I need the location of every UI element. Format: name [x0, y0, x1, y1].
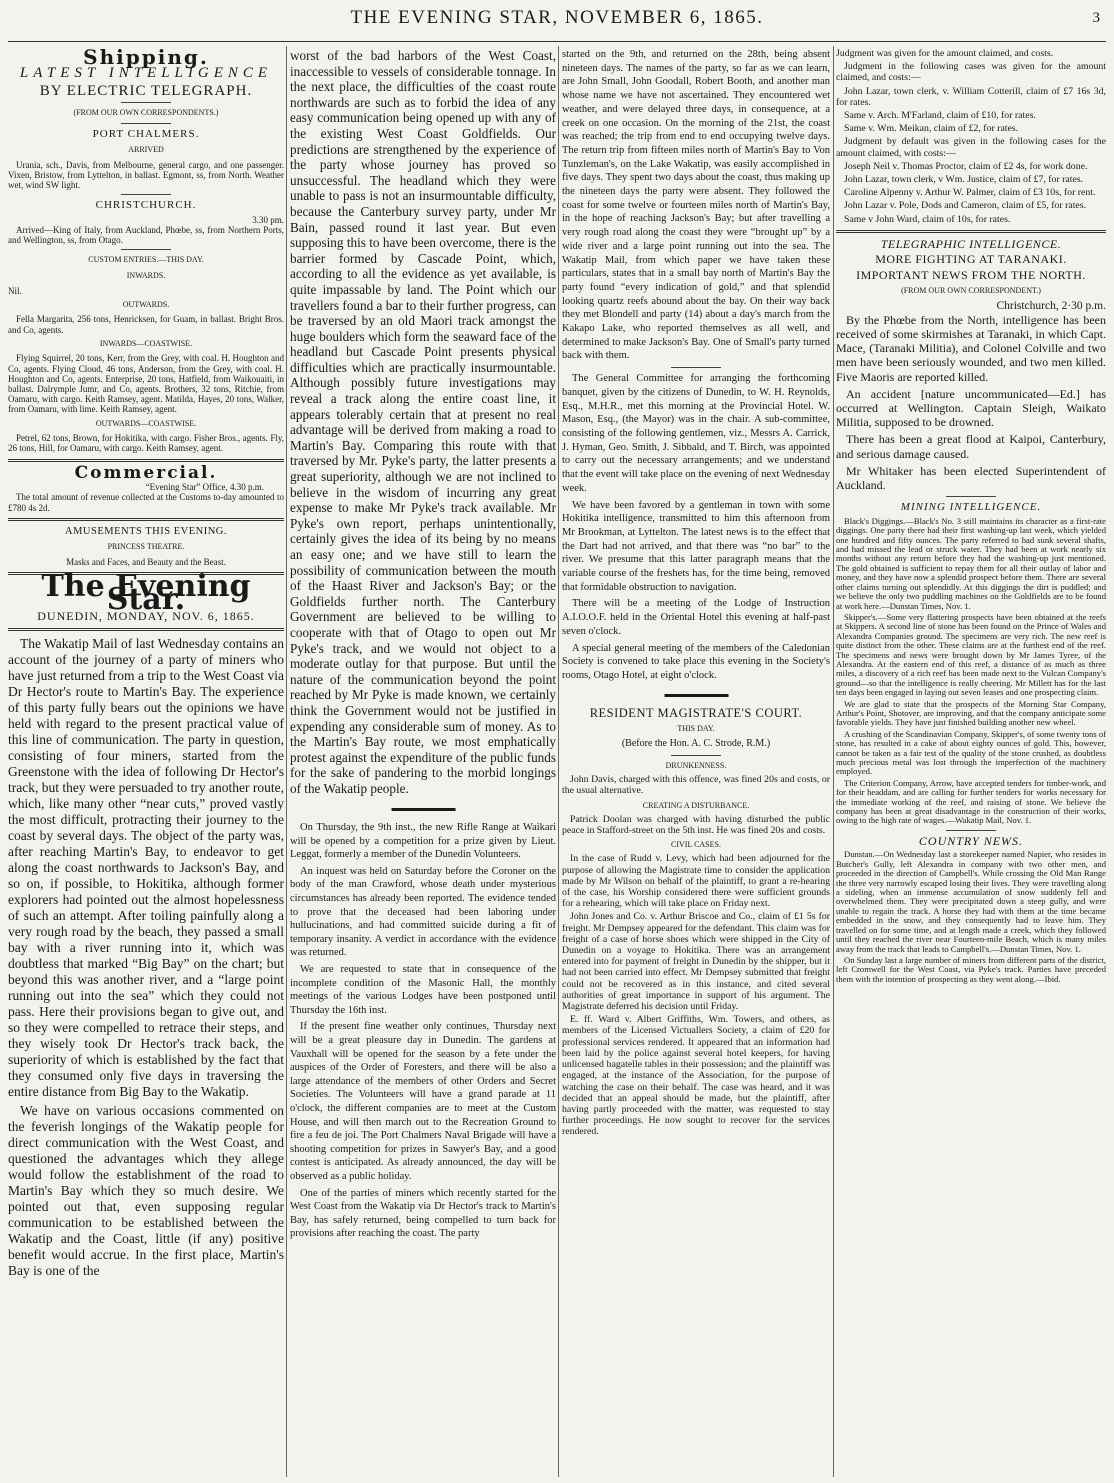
- outwards-coastwise-text: [8, 433, 284, 453]
- column-2: [290, 48, 556, 1475]
- local-news: [290, 821, 556, 1241]
- paragraph: Skipper's.—Some very flattering prospects have been obtained at the reefs at Skippers. A second line of stone has been found on the Prince of Wales and Alexandra Companies ground. The specimens are very rich. The new reef is quite distinct from the other. These claims are at the furthest end of the reef. The specimens and news were brought down by Mr James Tyree, of the Alexandra. At the eastern end of this reef, a distance of as much as three miles, a discovery of a rich reef has been made next to the Vulcan Company's ground—so that the intelligence is really cheering. Mr Millett has for the last ten days been engaged in laying out seven leases and one prospecting claim.: [836, 611, 1106, 698]
- paragraph: On Sunday last a large number of miners from different parts of the district, left Cromwell for the West Coast, via Pyke's track. Parties have preceded them with the intention of prospecting as they went along.—Ibid.: [836, 954, 1106, 984]
- column-rule: [558, 46, 559, 1477]
- telegraphic-news: [836, 313, 1106, 492]
- paragraph: worst of the bad harbors of the West Coast, inaccessible to vessels of considerable tonnage. In the next place, the difficulties of the coast route northwards are such as to forbid the idea of any easy communication being opened up with any of the existing West Coast Goldfields. Our predictions are strengthened by the experience of the party whose journey has proved so unsuccessful. The headland which they were unable to pass is not an insurmountable difficulty, because the Canterbury survey party, under Mr Bain, passed round it last year. But even supposing this to have been overcome, there is the barrier formed by Cascade Point, which, according to all the evidence as yet available, is quite impassable by land. The Point which our travellers found a bar to their further progress, can be traversed by an old Maori track amongst the huge boulders which form the seaward face of the headland but Cascade Point presents physical difficulties which are practically insurmountable. Although possibly future investigations may reveal a track along the entire coast line, it appears tolerably certain that at present no real advantage will be derived from making a road to Martin's Bay. Comparing this route with that traversed by Mr. Pyke's party, the latter presents a great superiority, although we are not inclined to believe in the wisdom of incurring any great expense to make Mr Pyke's track available. Mr Pyke's own report, perhaps unintentionally, certainly gives the idea of its being by no means an easy one; and we have still to learn the possibility of communication between the mouth of the Haast River and Jackson's Bay; or the Goldfields further north. The Canterbury Government are believed to be willing to cooperate with that of Otago to open out Mr Pyke's track, and we would not object to a moderate outlay for that purpose. But until the nature of the communication beyond the point reached by Mr Pyke is made known, we certainly think the Government would not be justified in expending any considerable sum of money. As to the Martin's Bay route, we most emphatically protest against the expenditure of the public funds for the sake of pandering to the morbid longings of the Wakatip people.: [290, 48, 556, 796]
- paragraph: Petrel, 62 tons, Brown, for Hokitika, with cargo. Fisher Bros., agents. Fly, 26 tons, Hill, for Oamaru, with cargo. Keith Ramsey, agent.: [8, 433, 284, 454]
- north-news-heading: IMPORTANT NEWS FROM THE NORTH.: [856, 268, 1086, 283]
- drunkenness-heading: DRUNKENNESS.: [665, 761, 727, 771]
- mining-news: [836, 517, 1106, 826]
- ornament-rule: ▬▬▬▬▬▬▬: [664, 688, 728, 700]
- disturbance-heading: CREATING A DISTURBANCE.: [642, 800, 750, 810]
- court-before: (Before the Hon. A. C. Strode, R.M.): [621, 738, 771, 750]
- paragraph: One of the parties of miners which recently started for the West Coast from the Wakatip via Dr Hector's track to Martin's Bay, has safely returned, being compelled to turn back for provisions after reaching the coast. The party: [290, 1187, 556, 1240]
- inwards-coastwise-label: INWARDS—COASTWISE.: [99, 338, 193, 348]
- column-3: [562, 48, 830, 1475]
- paragraph: Judgment was given for the amount claimed, and costs.: [836, 48, 1054, 59]
- paragraph: There will be a meeting of the Lodge of Instruction A.I.O.O.F. held in the Oriental Hotel this evening at half-past seven o'clock.: [562, 598, 830, 637]
- paragraph: John Lazar, town clerk, v. William Cotterill, claim of £7 16s 3d, for rates.: [836, 85, 1106, 108]
- newspaper-title: THE EVENING STAR, NOVEMBER 6, 1865.: [350, 7, 764, 28]
- court-reports: [562, 760, 830, 1138]
- separator: [121, 194, 171, 195]
- paragraph: Arrived—King of Italy, from Auckland, Phœbe, ss, from Northern Ports, and Wellington, ss, from Otago.: [8, 224, 284, 246]
- correspondent-note: (FROM OUR OWN CORRESPONDENT.): [901, 285, 1041, 295]
- country-news-heading: COUNTRY NEWS.: [918, 833, 1024, 848]
- christchurch-time: 3.30 pm.: [252, 214, 284, 225]
- column-rule: [286, 46, 287, 1477]
- electric-telegraph-heading: BY ELECTRIC TELEGRAPH.: [39, 83, 253, 100]
- this-day-label: THIS DAY.: [677, 723, 715, 733]
- separator: [121, 102, 171, 103]
- commercial-heading: Commercial.: [74, 462, 218, 483]
- correspondents-note: (FROM OUR OWN CORRESPONDENTS.): [73, 107, 219, 117]
- separator: [671, 367, 721, 368]
- paragraph: Black's Diggings.—Black's No. 3 still maintains its character as a first-rate diggings. One party there had their first washing-up last week, which yielded one hundred and fifty ounces. The party referred to had sunk several shafts, and had missed the lead or struck water. They had been at work nearly six months without any return before they had the washing-up just mentioned. The gold obtained is sufficient to repay them for all their outlay of labor and money, and they have now a splendid prospect before them. There are several other claims turning out splendidly. At this diggings the dirt is puddled; and we believe the only two puddling machines on the Goldfields are to be found at work here.—Dunstan Times, Nov. 1.: [836, 515, 1106, 611]
- paragraph: started on the 9th, and returned on the 28th, being absent nineteen days. The names of the party, so far as we can learn, are John Small, John Goodall, Robert Booth, and another man whose name we have not ascertained. They encountered wet weather, and were delayed three days, in consequence, at a creek on one occasion. On the morning of the 21st, the coast was reached; the trip from end to end occupying twelve days. The return trip from fifteen miles north of Martin's Bay to Von Tunzleman's, on the Lake Wakatip, was easily accomplished in five days. They spent two days about the coast, thus making up the nineteen days the party were absent. They followed the coast for some twelve or fourteen miles north of Martin's Bay, in the hope of reaching Jackson's Bay; but after travelling a very rough road along the coast they were “brought up” by a wide river and a large point running out into the sea. The Wakatip Mail, from which paper we have taken these particulars, states that in a small bay north of Martin's Bay the party found “every indication of gold,” and that splendid looking quartz reefs abound about the bay. On their way back they met Blondell and party (14) about a day's march from the Kakapo Lake, who reported themselves as all well, and determined to make Jackson's Bay. One of Small's party turned back with them.: [562, 49, 830, 362]
- paragraph: We are glad to state that the prospects of the Morning Star Company, Arthur's Point, Shotover, are improving, and that the company anticipate some favorable yields. They have just finished building another new wheel.: [836, 698, 1106, 728]
- column-1: [8, 48, 284, 1475]
- double-rule: [8, 459, 284, 462]
- paragraph: Judgment by default was given in the following cases for the amount claimed, with costs:—: [836, 136, 1106, 159]
- paragraph: The Wakatip Mail of last Wednesday contains an account of the journey of a party of miners who have just returned from a trip to the West Coast via Dr Hector's route to Martin's Bay. The experience of this party fully bears out the opinions we have held with regard to the present practical value of this line of communication. The party in question, consisting of four miners, started from the Greenstone with the idea of following Dr Hector's track, but they were persuaded to try another route, which, like many other “near cuts,” proved vastly the most difficult, protracting their journey to the coast by several days. The object of the party was, after reaching Martin's Bay, to endeavor to get along the coast northwards to Jackson's Bay, and so on, if possible, to Hokitika, although former explorers had pointed out the almost hopelessness of such an attempt. After toiling painfully along a very rough road by the beach, they passed a small bay with a river running into it, which was doubtless that marked “Big Bay” on the chart; but beyond this was another river, and a “large point running out into the sea” which they could not pass. Here their provisions began to give out, and so they were compelled to retrace their steps, and they wisely took Dr Hector's track back, the superiority of which is established by the fact that they consumed only five days in traversing the entire distance from Big Bay to the Wakatip.: [8, 635, 284, 1099]
- paragraph: Dunstan.—On Wednesday last a storekeeper named Napier, who resides in Butcher's Gully, left Alexandra in company with two other men, and proceeded in the direction of Campbell's. While crossing the Old Man Range the three very narrowly escaped losing their lives. They were travelling along a sideling, when an immense accumulation of snow suddenly fell and overwhelmed them. They were precipitated down a steep gully, and were unable to regain the track. A horse they had with them at the time became embedded in the snow, and they consequently had to leave him. They travelled on for some time, and at length made a creek, which they followed until they reached the river near Fourteen-mile Beach, which is many miles away from the track that leads to Campbell's.—Dunstan Times, Nov. 1.: [836, 849, 1106, 954]
- mining-heading: MINING INTELLIGENCE.: [900, 501, 1042, 514]
- arrived-label: ARRIVED: [128, 144, 164, 154]
- column-rule: [833, 46, 834, 1477]
- paragraph: We have been favored by a gentleman in town with some Hokitika intelligence, transmitted to him this afternoon from Mr Brookman, at Lyttelton. The latest news is to the effect that the Dart had not arrived, and that there was “no bar” to the river. We presume that this latter paragraph means that the variable course of the freshets has, for the time being, removed that formidable obstruction to navigation.: [562, 499, 830, 593]
- evening-star-title: The Evening Star.: [41, 569, 251, 617]
- separator: [946, 496, 996, 497]
- nil-text: Nil.: [8, 285, 22, 296]
- shipping-heading: Shipping.: [83, 48, 209, 69]
- latest-intelligence-heading: LATEST INTELLIGENCE: [19, 64, 273, 81]
- paragraph: We have on various occasions commented on the feverish longings of the Wakatip people for direct communication with the West Coast, and questioned the advantages which they allege would follow the establishment of the road to Martin's Bay which they so much desire. We pointed out that, even supposing regular communication to be established between the Wakatip and the Coast, little (if any) positive benefit would accrue. In the first place, Martin's Bay is one of the: [8, 1102, 284, 1278]
- paragraph: John Lazar, town clerk, v Wm. Justice, claim of £7, for rates.: [844, 174, 1084, 186]
- inwards-label: INWARDS.: [126, 270, 166, 280]
- paragraph: Same v. Wm. Meikan, claim of £2, for rates.: [844, 123, 1019, 135]
- paragraph: Patrick Doolan was charged with having disturbed the public peace in Stafford-street on the 5th inst. He was fined 20s and costs.: [562, 813, 830, 837]
- separator: [671, 755, 721, 756]
- christchurch-text: [8, 225, 284, 245]
- paragraph: Same v. Arch. M'Farland, claim of £10, for rates.: [844, 110, 1036, 122]
- taranaki-heading: MORE FIGHTING AT TARANAKI.: [875, 252, 1067, 267]
- editorial: [8, 636, 284, 1279]
- column-4: [836, 48, 1106, 1475]
- paragraph: A crushing of the Scandinavian Company, Skipper's, of some twenty tons of stone, has resulted in a cake of about eighty ounces of gold. This, however, cannot be taken as a fair test of the quality of the stone crushed, as doubtless much precious metal was lost through the imperfection of the machinery employed.: [836, 728, 1106, 777]
- editorial-continued: [290, 48, 556, 797]
- paragraph: We are requested to state that in consequence of the incomplete condition of the Masonic Hall, the monthly meetings of the various Lodges have been postponed until Thursday the 16th inst.: [290, 964, 556, 1016]
- inwards-coastwise-text: [8, 353, 284, 414]
- amusements-heading: AMUSEMENTS THIS EVENING.: [64, 525, 227, 537]
- paragraph: By the Phœbe from the North, intelligence has been received of some skirmishes at Taranaki, in which Capt. Mace, (Taranaki Militia), and Colonel Colville and two men have been seriously wounded, and two men killed. Five Maoris are reported killed.: [836, 312, 1106, 384]
- theatre-program: Masks and Faces, and Beauty and the Beast.: [66, 556, 226, 567]
- paragraph: Judgment in the following cases was given for the amount claimed, and costs:—: [836, 61, 1106, 84]
- outwards-coastwise-label: OUTWARDS—COASTWISE.: [95, 418, 197, 428]
- separator: [946, 830, 996, 831]
- separator: [121, 249, 171, 250]
- port-chalmers-text: [8, 160, 284, 191]
- paragraph: Fella Margarita, 256 tons, Henricksen, for Guam, in ballast. Bright Bros. and Co, agents.: [8, 314, 284, 335]
- dateline: DUNEDIN, MONDAY, NOV. 6, 1865.: [37, 609, 255, 624]
- ornament-rule: ▬▬▬▬▬▬▬: [391, 802, 455, 814]
- paragraph: John Jones and Co. v. Arthur Briscoe and Co., claim of £1 5s for freight. Mr Dempsey appeared for the defendant. This claim was for freight of a case of horse shoes which were shipped in the City of Dunedin on a voyage to Hokitika. There was an arrangement entered into for payment of freight in Dunedin by the shipper, but it had not been carried into effect. Mr Dempsey submitted that freight could not be recovered as in this instance, and cited several authorities of great importance in support of his argument. The Magistrate deferred his decision until Friday.: [562, 911, 830, 1013]
- paragraph: Flying Squirrel, 20 tons, Kerr, from the Grey, with coal. H. Houghton and Co, agents. Flying Cloud, 46 tons, Anderson, from the Grey, with coal. H. Houghton and Co, agents. Enterprise, 20 tons, Hatfield, from Waikouaiti, in ballast. Dalrymple Jumr, and Co, agents. Brothers, 32 tons, Ritchie, from Oamaru, with cargo. Keith Ramsey, agent. Matilda, Hayes, 20 tons, Walker, from Oamaru, with lime. Keith Ramsey, agent.: [8, 353, 284, 415]
- paragraph: In the case of Rudd v. Levy, which had been adjourned for the purpose of allowing the Magistrate time to consider the application made by Mr Wilson on behalf of the plaintiff, to grant a re-hearing of the case, his Worship considered there were sufficient grounds for a rehearing, which will take place on Friday next.: [562, 853, 830, 910]
- commercial-text: [8, 492, 284, 512]
- paragraph: The Criterion Company, Arrow, have accepted tenders for timber-work, and for their headdam, and are calling for further tenders for works necessary for the immediate working of the reef, and raising of stone. We believe the company has been at great disadvantage in the construction of their works, owing to the high rate of wages.—Wakatip Mail, Nov. 1.: [836, 777, 1106, 826]
- port-chalmers-heading: PORT CHALMERS.: [92, 128, 200, 141]
- masthead-rule: [8, 41, 1106, 42]
- custom-entries-heading: CUSTOM ENTRIES.—THIS DAY.: [88, 255, 204, 265]
- christchurch-heading: CHRISTCHURCH.: [95, 199, 197, 212]
- theatre-name: PRINCESS THEATRE.: [107, 542, 185, 552]
- civil-cases-heading: CIVIL CASES.: [671, 840, 721, 850]
- paragraph: Mr Whitaker has been elected Superintendent of Auckland.: [836, 463, 1106, 493]
- paragraph: John Davis, charged with this offence, was fined 20s and costs, or the usual alternative.: [562, 774, 830, 797]
- commercial-office-time: “Evening Star” Office, 4.30 p.m.: [145, 482, 264, 493]
- paragraph: Same v John Ward, claim of 10s, for rates.: [844, 213, 1011, 225]
- paragraph: There has been a great flood at Kaipoi, Canterbury, and serious damage caused.: [836, 432, 1106, 461]
- local-news: [562, 48, 830, 683]
- paragraph: Caroline Alpenny v. Arthur W. Palmer, claim of £3 10s, for rent.: [844, 187, 1096, 199]
- paragraph: An inquest was held on Saturday before the Coroner on the body of the man Crawford, whose death under mysterious circumstances has already been reported. The evidence tended to prove that the deceased had been laboring under hullucinations, and had committed suicide during a fit of temporary insanity. A verdict in accordance with the evidence was returned.: [290, 865, 556, 959]
- paragraph: The total amount of revenue collected at the Customs to-day amounted to £780 4s 2d.: [8, 492, 284, 513]
- paragraph: An accident [nature uncommunicated—Ed.] has occurred at Wellington. Captain Sleigh, Waikato Militia, supposed to be drowned.: [836, 386, 1106, 430]
- telegraphic-heading: TELEGRAPHIC INTELLIGENCE.: [880, 236, 1062, 251]
- court-heading: RESIDENT MAGISTRATE'S COURT.: [589, 706, 803, 721]
- double-rule: [8, 628, 284, 631]
- paragraph: Joseph Neil v. Thomas Proctor, claim of £2 4s, for work done.: [844, 160, 1088, 172]
- paragraph: If the present fine weather only continues, Thursday next will be a great pleasure day in Dunedin. The gardens at Vauxhall will be opened for the season by a fete under the auspices of the Order of Foresters, and there will be also a large attendance of the members of other Orders and Secret Societies. The Volunteers will have a grand parade at 11 o'clock, the different companies are to meet at the Custom House, and will then march out to the Recreation Ground to fire a feu de joi. The Port Chalmers Naval Brigade will have a shooting competition for prizes in Sawyer's Bay, and a good contest is anticipated. As already announced, the day will be observed as a public holiday.: [290, 1021, 556, 1182]
- outwards-label: OUTWARDS.: [122, 299, 170, 309]
- double-rule: [8, 518, 284, 521]
- paragraph: A special general meeting of the members of the Caledonian Society is convened to take place this evening in the Society's rooms, Otago Hotel, at eight o'clock.: [562, 642, 830, 681]
- paragraph: John Lazar v. Pole, Dods and Cameron, claim of £5, for rates.: [844, 200, 1087, 212]
- page-number: 3: [1092, 10, 1100, 26]
- telegram-place-time: Christchurch, 2·30 p.m.: [996, 300, 1106, 313]
- double-rule: [836, 230, 1106, 233]
- judgments: [836, 48, 1106, 225]
- separator: [121, 123, 171, 124]
- paragraph: The General Committee for arranging the forthcoming banquet, given by the citizens of Dunedin, to W. H. Reynolds, Esq., M.H.R., met this morning at the Provincial Hotel. W. Mason, Esq., (the Mayor) was in the chair. A sub-committee, consisting of the following gentlemen, viz., Messrs A. Carrick, J. Hyman, Geo. Smith, J. Sibbald, and T. Birch, was appointed to carry out the necessary arrangements; and we understand that the event will take place on the evening of next Wednesday week.: [562, 373, 830, 494]
- paragraph: Urania, sch., Davis, from Melbourne, general cargo, and one passenger. Vixen, Bristow, from Lyttelton, in ballast. Egmont, ss, from North. Weather wet, wind SW light.: [8, 159, 284, 190]
- country-news: [836, 850, 1106, 984]
- paragraph: E. ff. Ward v. Albert Griffiths, Wm. Towers, and others, as members of the Licensed Victuallers Society, a claim of £20 for professional services rendered. It appeared that an information had been laid by the police against several hotel keepers, for having unlicensed bagatelle tables in their possession; and the plaintiff was engaged, at the instance of the Association, for the purpose of watching the case on their behalf. The case was heard, and it was decided that an appeal should be made, but the plaintiff, after having partly proceeded with the matter, was requested to stay further proceedings. He now sought to recover for the services rendered.: [562, 1014, 830, 1138]
- paragraph: On Thursday, the 9th inst., the new Rifle Range at Waikari will be opened by a competition for a prize given by Lieut. Leggat, formerly a member of the Dunedin Volunteers.: [290, 822, 556, 861]
- masthead: [0, 0, 1114, 44]
- outwards-text: [8, 314, 284, 334]
